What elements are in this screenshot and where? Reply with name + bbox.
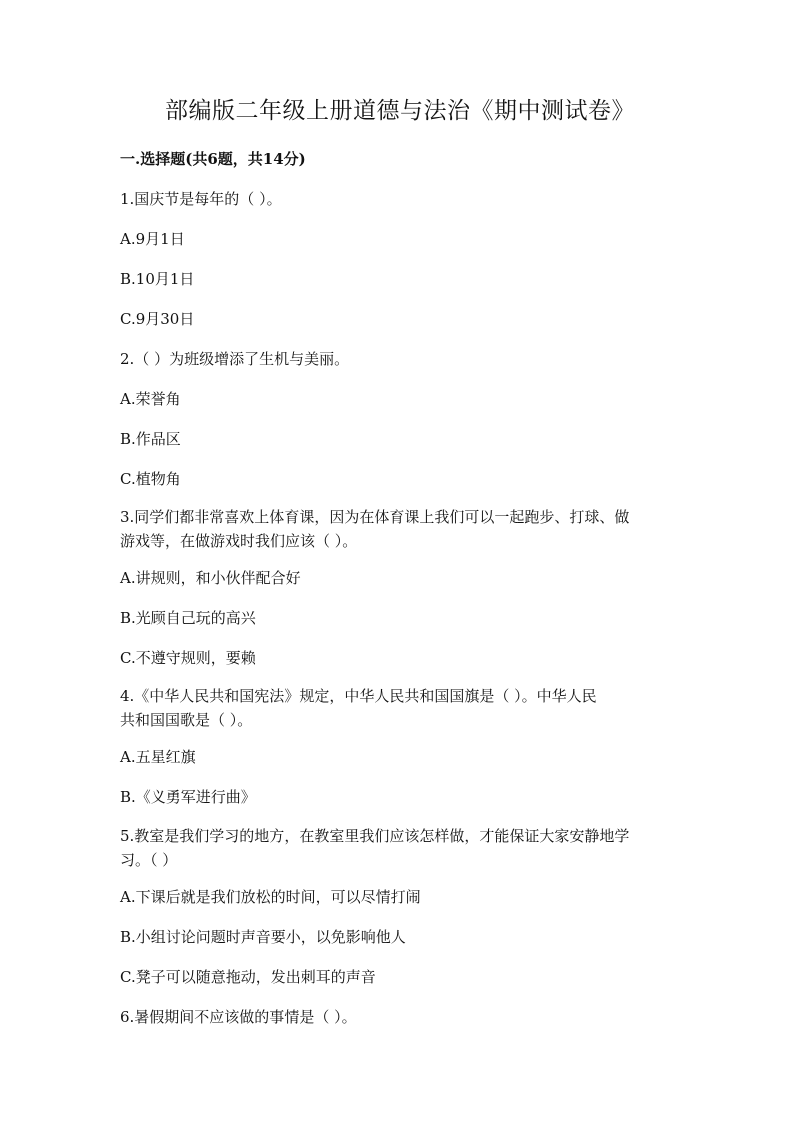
question-3-line-1: 3.同学们都非常喜欢上体育课，因为在体育课上我们可以一起跑步、打球、做 [120,508,630,526]
question-2-option-b: B.作品区 [120,430,181,448]
question-3-option-a: A.讲规则，和小伙伴配合好 [120,569,301,587]
question-4 [120,684,695,732]
question-3-option-b: B.光顾自己玩的高兴 [120,609,256,627]
question-5-option-c: C.凳子可以随意拖动，发出刺耳的声音 [120,968,376,986]
question-4-option-b: B.《义勇军进行曲》 [120,788,256,806]
question-3 [120,505,695,553]
question-2-option-a: A.荣誉角 [120,390,181,408]
page-title: 部编版二年级上册道德与法治《期中测试卷》 [165,98,635,124]
question-5-line-1: 5.教室是我们学习的地方，在教室里我们应该怎样做，才能保证大家安静地学 [120,827,630,845]
question-2-option-c: C.植物角 [120,470,181,488]
question-5 [120,824,695,872]
question-1-option-a: A.9月1日 [120,230,185,248]
question-3-line-2: 游戏等，在做游戏时我们应该（ ）。 [120,532,358,550]
question-2: 2.（ ）为班级增添了生机与美丽。 [120,350,350,368]
question-4-line-2: 共和国国歌是（ ）。 [120,711,253,729]
section-heading: 一.选择题(共6题，共14分) [120,150,306,168]
question-1-option-c: C.9月30日 [120,310,195,328]
question-6: 6.暑假期间不应该做的事情是（ ）。 [120,1008,357,1026]
question-1: 1.国庆节是每年的（ ）。 [120,190,282,208]
question-5-option-a: A.下课后就是我们放松的时间，可以尽情打闹 [120,888,421,906]
question-1-option-b: B.10月1日 [120,270,195,288]
question-4-option-a: A.五星红旗 [120,748,196,766]
question-5-option-b: B.小组讨论问题时声音要小，以免影响他人 [120,928,406,946]
question-4-line-1: 4.《中华人民共和国宪法》规定，中华人民共和国国旗是（ ）。中华人民 [120,687,597,705]
question-3-option-c: C.不遵守规则，要赖 [120,649,256,667]
question-5-line-2: 习。（ ） [120,851,178,869]
